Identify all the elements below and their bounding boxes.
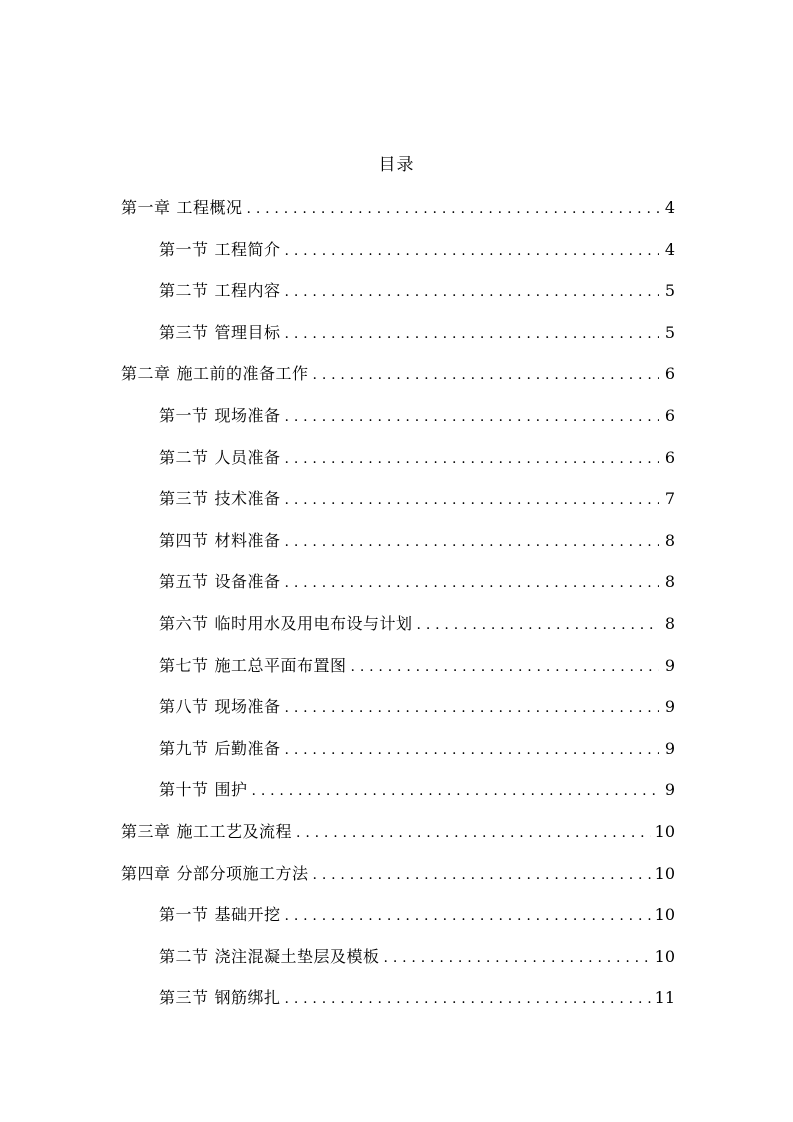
toc-entry-label (159, 902, 281, 928)
toc-entry-number: 第十节 (159, 780, 209, 800)
toc-dot-leader (285, 279, 659, 305)
toc-dot-leader (247, 196, 659, 222)
toc-entry-label (159, 486, 281, 512)
toc-dot-leader (285, 986, 651, 1012)
toc-entry-number: 第一节 (159, 239, 209, 259)
toc-dot-leader (417, 612, 659, 638)
toc-entry-number: 第九节 (159, 738, 209, 758)
toc-dot-leader (313, 362, 659, 388)
toc-entry-text: 后勤准备 (214, 738, 281, 758)
toc-entry-number: 第一节 (159, 905, 209, 925)
toc-entry-label (159, 653, 347, 679)
toc-page-number: 10 (654, 863, 675, 883)
toc-dot-leader (252, 778, 659, 804)
toc-dot-leader (285, 570, 659, 596)
toc-entry-number: 第八节 (159, 697, 209, 717)
toc-chapter-entry[interactable] (121, 819, 675, 845)
toc-section-entry[interactable] (159, 278, 675, 304)
toc-section-entry[interactable] (159, 902, 675, 928)
toc-entry-text: 现场准备 (214, 697, 281, 717)
toc-entry-number: 第一章 (121, 198, 171, 217)
toc-page-number: 4 (664, 198, 675, 217)
toc-entry-label (159, 320, 281, 346)
toc-page-number: 9 (664, 697, 675, 717)
toc-dot-leader (296, 820, 651, 846)
toc-entry-text: 技术准备 (214, 489, 281, 509)
toc-section-entry[interactable] (159, 486, 675, 512)
toc-page-number: 8 (664, 614, 675, 633)
toc-entry-label (121, 861, 309, 887)
toc-dot-leader (285, 446, 659, 472)
toc-section-entry[interactable] (159, 653, 675, 679)
toc-page-number: 11 (654, 988, 675, 1008)
toc-entry-text: 工程内容 (214, 281, 281, 301)
toc-dot-leader (285, 903, 651, 929)
toc-page-number: 6 (664, 447, 675, 467)
toc-entry-label (121, 361, 309, 387)
toc-entry-label (159, 445, 281, 471)
toc-entry-number: 第二节 (159, 946, 209, 966)
toc-entry-label (159, 237, 281, 263)
toc-section-entry[interactable] (159, 569, 675, 595)
toc-entry-label (159, 694, 281, 720)
toc-page-number: 8 (664, 572, 675, 592)
toc-page-number: 10 (654, 822, 675, 841)
toc-chapter-entry[interactable] (121, 361, 675, 387)
toc-entry-label (159, 611, 413, 637)
toc-dot-leader (285, 695, 659, 721)
toc-dot-leader (351, 654, 659, 680)
toc-entry-label (159, 985, 281, 1011)
toc-entry-text: 基础开挖 (214, 905, 281, 925)
toc-entry-label (159, 528, 281, 554)
toc-entry-label (159, 944, 380, 970)
toc-page-number: 8 (664, 530, 675, 550)
toc-entry-number: 第五节 (159, 572, 209, 592)
toc-dot-leader (285, 529, 659, 555)
toc-section-entry[interactable] (159, 694, 675, 720)
toc-entry-text: 现场准备 (214, 406, 281, 425)
toc-entry-number: 第三节 (159, 322, 209, 342)
toc-dot-leader (285, 404, 659, 430)
toc-page-number: 5 (664, 322, 675, 342)
toc-entry-text: 管理目标 (214, 322, 281, 342)
toc-chapter-entry[interactable] (121, 195, 675, 221)
toc-entry-label (159, 278, 281, 304)
toc-page-number: 9 (664, 780, 675, 800)
toc-entry-text: 工程概况 (176, 198, 243, 217)
toc-page-number: 6 (664, 406, 675, 425)
toc-entry-number: 第一节 (159, 406, 209, 425)
toc-section-entry[interactable] (159, 985, 675, 1011)
toc-entry-number: 第四节 (159, 530, 209, 550)
toc-entry-text: 分部分项施工方法 (176, 863, 309, 883)
toc-page-number: 6 (664, 364, 675, 384)
toc-page-number: 9 (664, 655, 675, 675)
toc-page-number: 7 (664, 489, 675, 509)
toc-entry-label (121, 195, 243, 221)
toc-section-entry[interactable] (159, 528, 675, 554)
toc-entry-text: 施工工艺及流程 (176, 822, 293, 841)
toc-entry-text: 施工总平面布置图 (214, 655, 347, 675)
toc-entry-text: 材料准备 (214, 530, 281, 550)
toc-entry-text: 钢筋绑扎 (214, 988, 281, 1008)
toc-entry-number: 第三节 (159, 988, 209, 1008)
toc-entry-number: 第六节 (159, 614, 209, 633)
toc-section-entry[interactable] (159, 320, 675, 346)
toc-section-entry[interactable] (159, 237, 675, 263)
toc-entry-text: 施工前的准备工作 (176, 364, 309, 384)
toc-entry-number: 第三章 (121, 822, 171, 841)
toc-page-number: 4 (664, 239, 675, 259)
toc-section-entry[interactable] (159, 445, 675, 471)
toc-entry-text: 浇注混凝土垫层及模板 (214, 946, 380, 966)
toc-entry-label (121, 819, 292, 845)
toc-dot-leader (285, 238, 659, 264)
toc-page-number: 10 (654, 905, 675, 925)
toc-dot-leader (384, 945, 651, 971)
toc-entry-number: 第七节 (159, 655, 209, 675)
toc-entry-number: 第二章 (121, 364, 171, 384)
toc-entry-label (159, 403, 281, 429)
toc-entry-label (159, 736, 281, 762)
toc-entry-text: 工程简介 (214, 239, 281, 259)
toc-page-number: 9 (664, 738, 675, 758)
toc-section-entry[interactable] (159, 403, 675, 429)
toc-section-entry[interactable] (159, 944, 675, 970)
toc-entry-text: 设备准备 (214, 572, 281, 592)
toc-section-entry[interactable] (159, 611, 675, 637)
toc-title: 目录 (378, 155, 415, 175)
toc-entry-label (159, 569, 281, 595)
toc-dot-leader (285, 321, 659, 347)
toc-chapter-entry[interactable] (121, 861, 675, 887)
toc-section-entry[interactable] (159, 777, 675, 803)
toc-entry-text: 人员准备 (214, 447, 281, 467)
toc-section-entry[interactable] (159, 736, 675, 762)
toc-entry-text: 围护 (214, 780, 248, 800)
toc-page-number: 10 (654, 946, 675, 966)
toc-dot-leader (313, 862, 651, 888)
toc-entry-number: 第二节 (159, 281, 209, 301)
toc-dot-leader (285, 737, 659, 763)
toc-entry-number: 第四章 (121, 863, 171, 883)
toc-entry-number: 第三节 (159, 489, 209, 509)
toc-page-number: 5 (664, 281, 675, 301)
toc-entry-label (159, 777, 248, 803)
toc-entry-number: 第二节 (159, 447, 209, 467)
toc-dot-leader (285, 487, 659, 513)
toc-entry-text: 临时用水及用电布设与计划 (214, 614, 413, 633)
